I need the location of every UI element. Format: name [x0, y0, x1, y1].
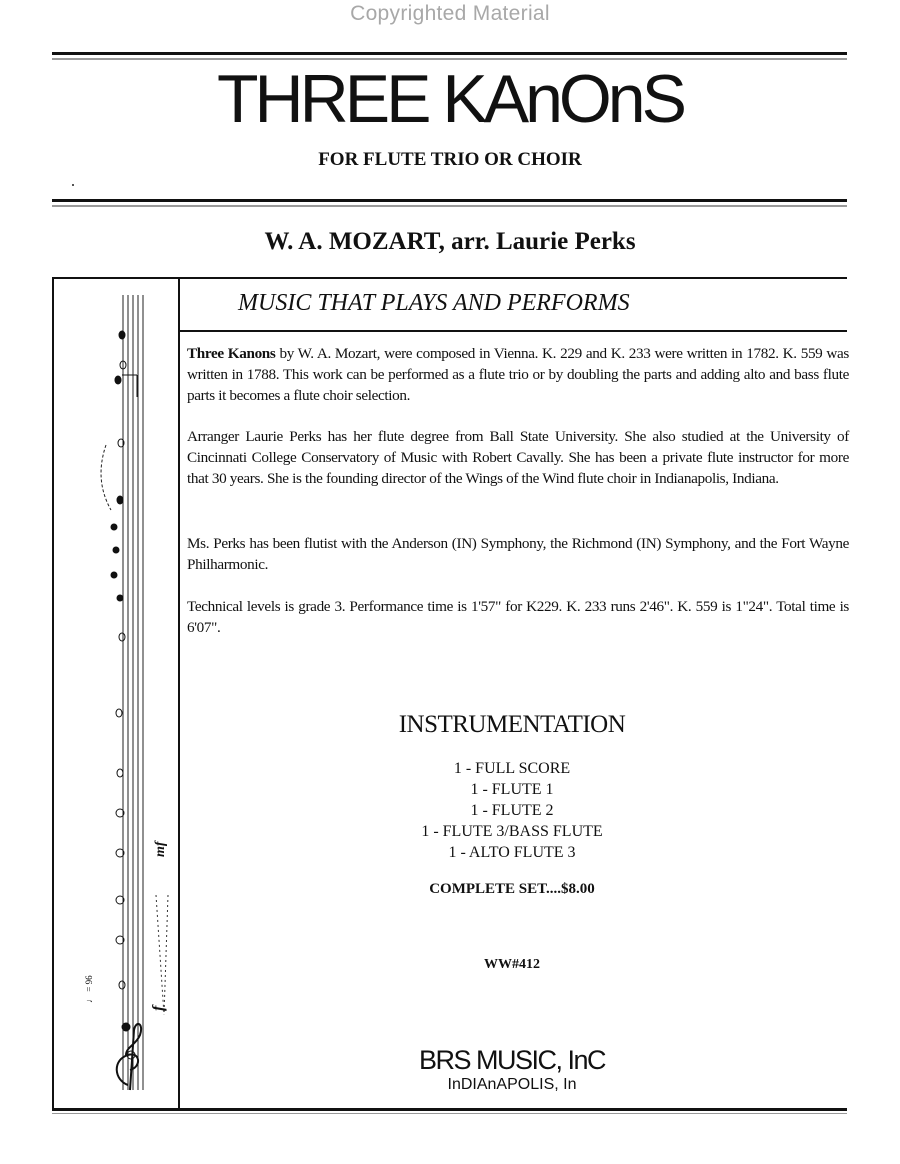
publisher-city: InDIAnAPOLIS, In: [447, 1076, 577, 1093]
dynamic-f: f: [150, 1005, 167, 1011]
crescendo-hairpin: [156, 895, 168, 1015]
description-paragraph-3: Ms. Perks has been flutist with the Anderson (IN) Symphony, the Richmond (IN) Symphony, and the Fort Wayne Philharmonic.: [187, 535, 849, 573]
instrumentation-item: 1 - FLUTE 3/BASS FLUTE: [421, 823, 603, 840]
content-box-divider: [178, 277, 180, 1110]
instrumentation-heading: INSTRUMENTATION: [398, 711, 626, 738]
copyright-watermark: Copyrighted Material: [350, 2, 550, 25]
slur-mark: [101, 445, 111, 510]
tagline-underline: [179, 330, 847, 332]
music-staff-illustration: [56, 295, 176, 1095]
top-double-rule: [52, 52, 847, 55]
instrumentation-item: 1 - FLUTE 1: [470, 781, 554, 798]
instrumentation-list: [180, 758, 844, 863]
instrumentation-item: 1 - ALTO FLUTE 3: [448, 844, 576, 861]
publisher-name: BRS MUSIC, InC: [418, 1045, 606, 1075]
content-box-left-border: [52, 277, 54, 1110]
paragraph-1-text: by W. A. Mozart, were composed in Vienna. K. 229 and K. 233 were written in 1782. K. 559 was written in 1788. This work can be performed as a flute trio or by doubling the parts and adding alto and bass flute parts it becomes a flute choir selection.: [187, 345, 849, 404]
catalog-number: WW#412: [484, 957, 540, 972]
work-title-bold: Three Kanons: [187, 345, 276, 362]
tagline: MUSIC THAT PLAYS AND PERFORMS: [238, 290, 630, 316]
instrumentation-item: 1 - FLUTE 2: [470, 802, 554, 819]
middle-double-rule: [52, 199, 847, 202]
content-box-bottom-border: [52, 1108, 847, 1111]
tempo-marking: ♩ = 96: [84, 975, 94, 1003]
complete-set-price: COMPLETE SET....$8.00: [429, 881, 595, 897]
speck: [72, 184, 74, 186]
subtitle: FOR FLUTE TRIO OR CHOIR: [318, 149, 582, 170]
composer-credit: W. A. MOZART, arr. Laurie Perks: [264, 228, 636, 255]
description-paragraph-1: [187, 343, 849, 406]
description-paragraph-2: Arranger Laurie Perks has her flute degree from Ball State University. She also studied at the University of Cincinnati College Conservatory of Music with Robert Cavally. She has been a private flute instructor for more that 30 years. She is the founding director of the Wings of the Wind flute choir in Indianapolis, Indiana.: [187, 428, 849, 487]
treble-clef-icon: [117, 1024, 141, 1090]
instrumentation-item: 1 - FULL SCORE: [453, 760, 571, 777]
content-box-top-border: [52, 277, 847, 279]
dynamic-mf: mf: [153, 841, 168, 857]
staff-lines: [123, 295, 143, 1090]
page-title: THREE KAnOnS: [217, 61, 683, 137]
description-paragraph-4: Technical levels is grade 3. Performance time is 1'57" for K229. K. 233 runs 2'46". K. 559 is 1"24". Total time is 6'07".: [187, 598, 849, 636]
